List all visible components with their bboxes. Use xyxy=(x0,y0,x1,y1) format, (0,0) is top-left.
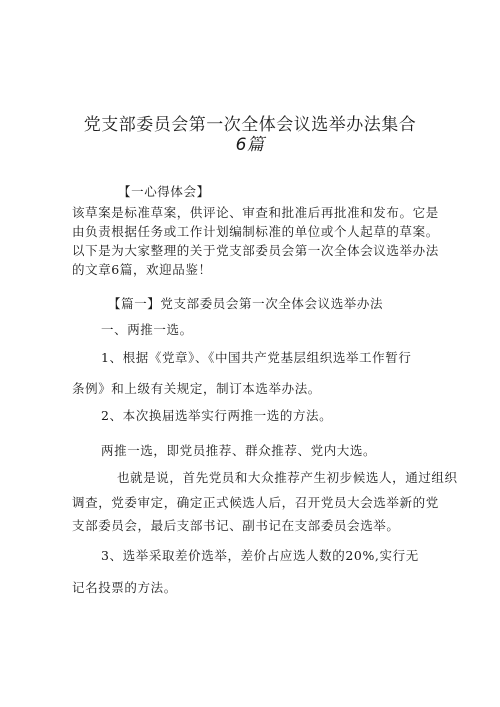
intro-line: 由负责根据任务或工作计划编制标准的单位或个人起草的草案。 xyxy=(72,224,439,239)
body-line: 条例》和上级有关规定，制订本选举办法。 xyxy=(72,381,321,396)
body-line: 3、选举采取差价选举，差价占应选人数的20%,实行无 xyxy=(101,548,419,563)
body-line: 1、根据《党章》、《中国共产党基层组织选举工作暂行 xyxy=(101,350,412,365)
body-line: 支部委员会，最后支部书记、副书记在支部委员会选举。 xyxy=(72,518,400,533)
body-line: 调查，党委审定，确定正式候选人后，召开党员大会选举新的党 xyxy=(72,495,439,510)
intro-line: 以下是为大家整理的关于党支部委员会第一次全体会议选举办法 xyxy=(72,243,439,258)
part-one-heading: 【篇一】党支部委员会第一次全体会议选举办法 xyxy=(108,296,384,311)
intro-line: 该草案是标准草案，供评论、审查和批准后再批准和发布。它是 xyxy=(72,205,439,220)
intro-heading: 【一心得体会】 xyxy=(118,184,210,199)
body-line: 2、本次换届选举实行两推一选的方法。 xyxy=(101,408,333,423)
body-line: 记名投票的方法。 xyxy=(72,580,177,595)
body-line: 一、两推一选。 xyxy=(101,322,193,337)
document-title: 党支部委员会第一次全体会议选举办法集合 xyxy=(83,115,417,135)
document-title-continued: 6篇 xyxy=(235,135,265,155)
intro-line: 的文章6篇，欢迎品鉴！ xyxy=(72,262,212,277)
body-line: 也就是说，首先党员和大众推荐产生初步候选人，通过组织 xyxy=(117,470,458,485)
body-line: 两推一选，即党员推荐、群众推荐、党内大选。 xyxy=(101,443,377,458)
